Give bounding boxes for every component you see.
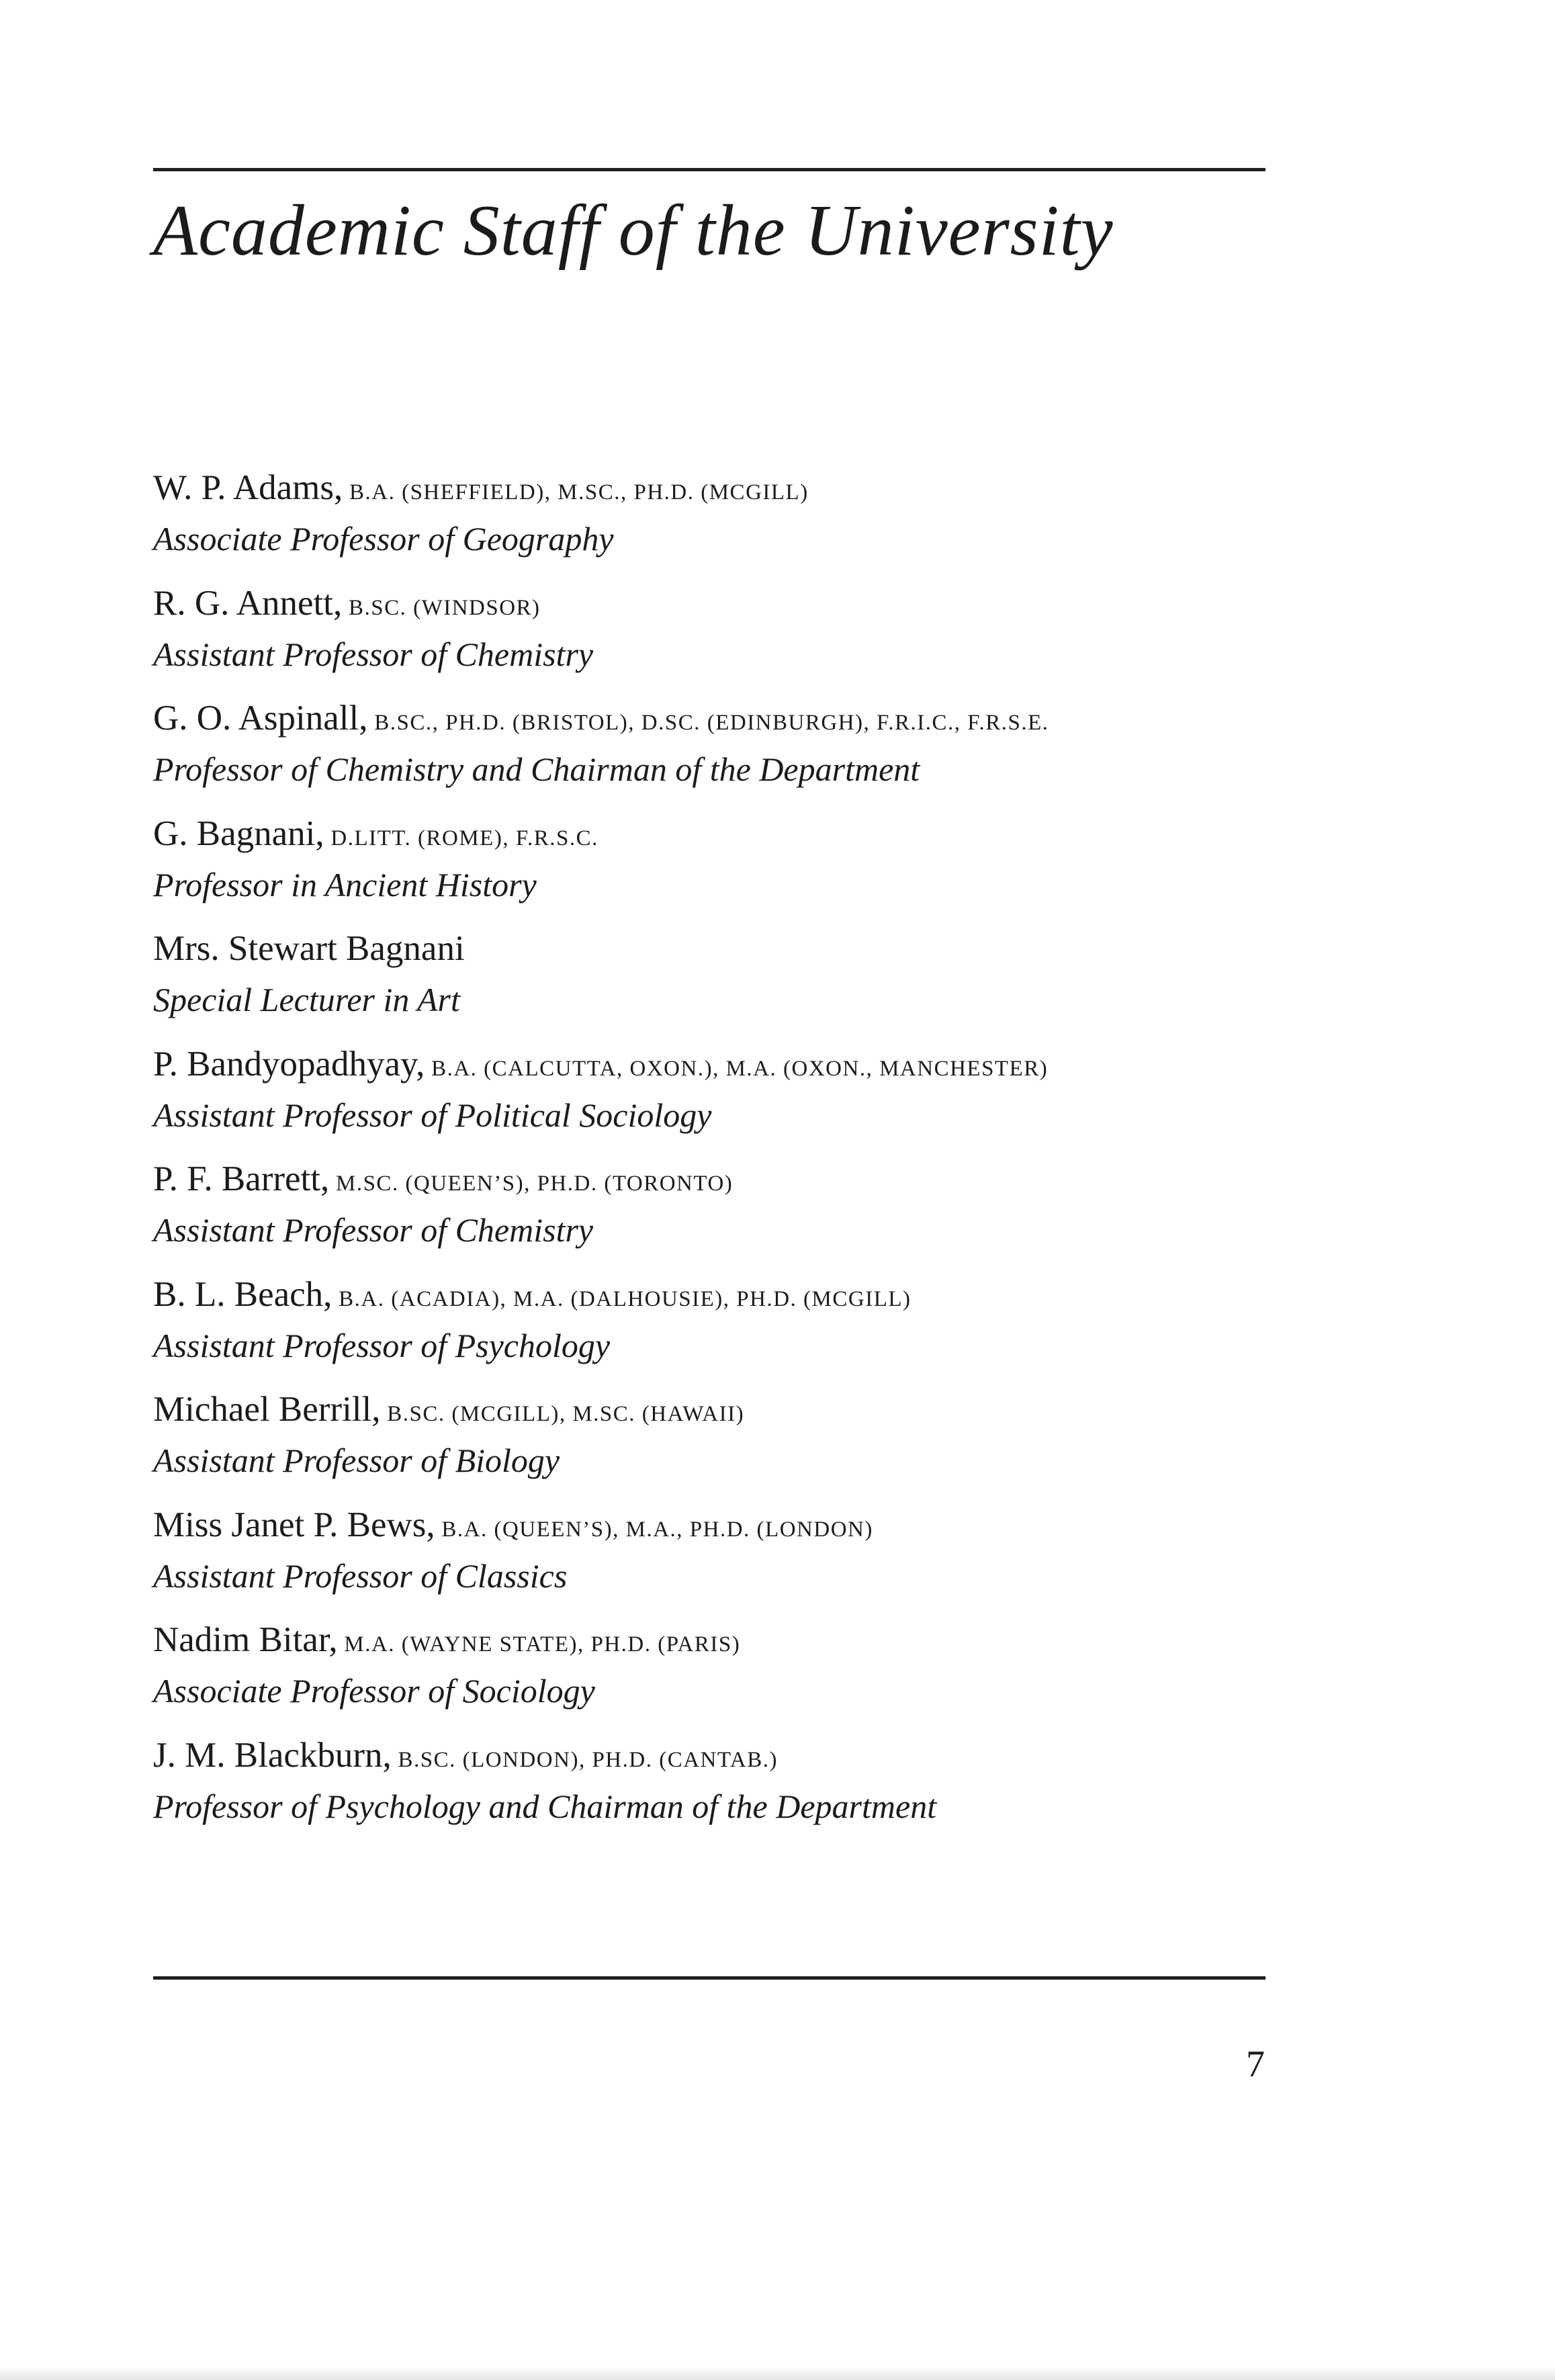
staff-qualifications: B.A. (SHEFFIELD), M.SC., PH.D. (MCGILL) <box>343 480 809 504</box>
staff-position: Professor of Chemistry and Chairman of the Department <box>153 750 920 788</box>
staff-name: W. P. Adams, <box>153 468 343 507</box>
staff-entry <box>153 924 1295 1040</box>
staff-qualifications: D.LITT. (ROME), F.R.S.C. <box>324 826 598 850</box>
staff-name-line <box>153 1616 1295 1669</box>
staff-position: Professor of Psychology and Chairman of the Department <box>153 1787 937 1825</box>
staff-qualifications: B.SC. (MCGILL), M.SC. (HAWAII) <box>380 1402 745 1426</box>
staff-position: Assistant Professor of Biology <box>153 1442 560 1479</box>
staff-name-line <box>153 1155 1295 1208</box>
staff-qualifications: M.SC. (QUEEN’S), PH.D. (TORONTO) <box>329 1172 734 1196</box>
staff-position: Associate Professor of Sociology <box>153 1672 595 1710</box>
staff-name: G. Bagnani, <box>153 813 324 853</box>
staff-entry <box>153 1731 1295 1847</box>
top-rule <box>153 168 1265 171</box>
staff-qualifications: B.SC., PH.D. (BRISTOL), D.SC. (EDINBURGH), F.R.I.C., F.R.S.E. <box>367 711 1049 735</box>
staff-entry <box>153 1385 1295 1501</box>
staff-qualifications: B.A. (QUEEN’S), M.A., PH.D. (LONDON) <box>435 1517 873 1542</box>
staff-position: Assistant Professor of Chemistry <box>153 635 594 673</box>
staff-name-line <box>153 924 1295 977</box>
staff-qualifications: B.A. (ACADIA), M.A. (DALHOUSIE), PH.D. (MCGILL) <box>332 1286 912 1311</box>
staff-position: Assistant Professor of Psychology <box>153 1326 611 1364</box>
staff-name-line <box>153 1385 1295 1438</box>
staff-name: P. F. Barrett, <box>153 1159 330 1198</box>
staff-name: B. L. Beach, <box>153 1274 332 1314</box>
bottom-rule <box>153 1976 1265 1980</box>
staff-entry <box>153 1501 1295 1616</box>
staff-entry <box>153 694 1295 809</box>
staff-qualifications: B.A. (CALCUTTA, OXON.), M.A. (OXON., MANCHESTER) <box>425 1056 1049 1081</box>
staff-name-line <box>153 1040 1295 1093</box>
staff-qualifications: M.A. (WAYNE STATE), PH.D. (PARIS) <box>337 1632 741 1657</box>
staff-entry <box>153 464 1295 579</box>
staff-name: Michael Berrill, <box>153 1390 381 1429</box>
staff-position: Assistant Professor of Chemistry <box>153 1211 594 1249</box>
staff-qualifications: B.SC. (WINDSOR) <box>342 595 541 620</box>
staff-list <box>153 464 1295 1846</box>
staff-name-line <box>153 809 1295 863</box>
staff-name: G. O. Aspinall, <box>153 699 368 738</box>
staff-name-line <box>153 464 1295 517</box>
staff-name: Mrs. Stewart Bagnani <box>153 929 465 968</box>
page-title: Academic Staff of the University <box>153 191 1114 271</box>
staff-position: Professor in Ancient History <box>153 865 537 903</box>
staff-name: J. M. Blackburn, <box>153 1735 392 1775</box>
staff-name-line <box>153 1731 1295 1784</box>
staff-qualifications: B.SC. (LONDON), PH.D. (CANTAB.) <box>391 1747 778 1772</box>
staff-name-line <box>153 694 1295 747</box>
staff-name-line <box>153 1501 1295 1554</box>
staff-entry <box>153 809 1295 925</box>
staff-entry <box>153 579 1295 695</box>
staff-name: P. Bandyopadhyay, <box>153 1044 425 1084</box>
staff-position: Assistant Professor of Political Sociology <box>153 1096 712 1134</box>
staff-name: Nadim Bitar, <box>153 1620 338 1659</box>
staff-entry <box>153 1270 1295 1386</box>
scan-edge <box>0 2366 1555 2380</box>
staff-name-line <box>153 1270 1295 1323</box>
page-number: 7 <box>1246 2043 1265 2085</box>
staff-name-line <box>153 579 1295 632</box>
staff-position: Special Lecturer in Art <box>153 981 460 1018</box>
staff-entry <box>153 1616 1295 1731</box>
staff-position: Assistant Professor of Classics <box>153 1556 568 1595</box>
staff-entry <box>153 1040 1295 1155</box>
staff-name: R. G. Annett, <box>153 583 343 623</box>
staff-position: Associate Professor of Geography <box>153 520 614 558</box>
staff-entry <box>153 1155 1295 1270</box>
staff-name: Miss Janet P. Bews, <box>153 1505 435 1544</box>
